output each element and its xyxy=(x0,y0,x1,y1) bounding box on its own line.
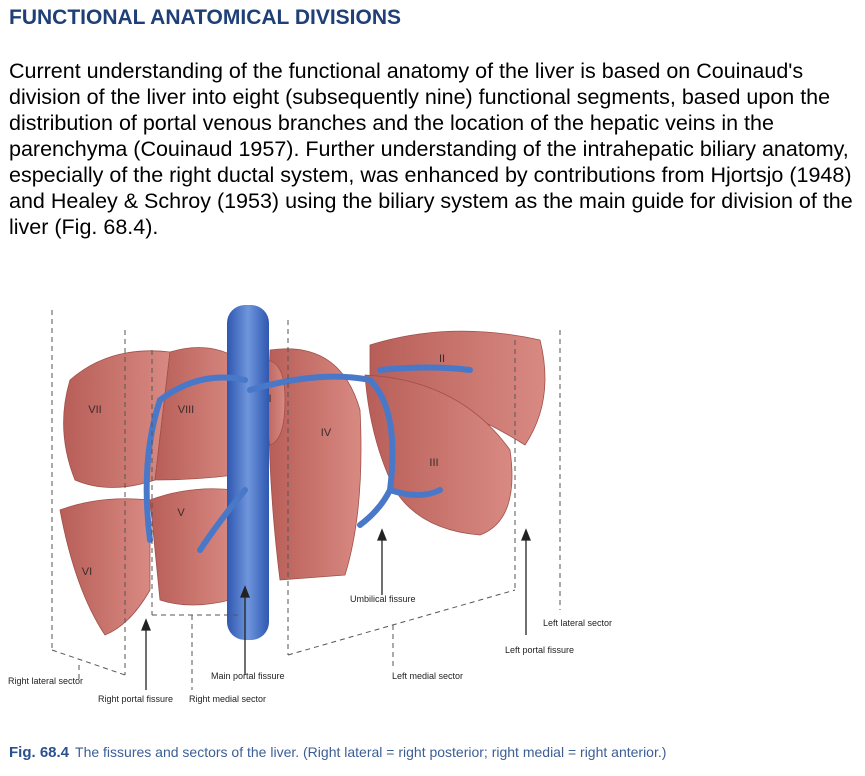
liver-segments-figure xyxy=(0,290,865,720)
segment-label-ii: II xyxy=(438,353,446,365)
segment-label-i: I xyxy=(268,393,272,405)
label-umbilical-fissure: Umbilical fissure xyxy=(350,594,416,604)
label-right-portal-fissure: Right portal fissure xyxy=(98,694,174,704)
figure-caption xyxy=(9,744,666,761)
label-right-medial-sector: Right medial sector xyxy=(189,694,267,704)
page-heading: FUNCTIONAL ANATOMICAL DIVISIONS xyxy=(9,6,402,29)
figure-number: Fig. 68.4 xyxy=(9,744,70,761)
label-main-portal-fissure: Main portal fissure xyxy=(211,671,285,681)
label-right-lateral-sector: Right lateral sector xyxy=(8,676,84,686)
segment-label-viii: VIII xyxy=(177,404,195,416)
segment-label-vii: VII xyxy=(88,404,102,416)
segment-label-v: V xyxy=(177,507,185,519)
label-left-portal-fissure: Left portal fissure xyxy=(505,645,575,655)
label-left-lateral-sector: Left lateral sector xyxy=(543,618,613,628)
vena-cava xyxy=(227,305,272,640)
segment-label-vi: VI xyxy=(81,566,93,578)
caption-text: The fissures and sectors of the liver. (Right lateral = right posterior; right medial = right anterior.) xyxy=(75,744,667,760)
segment-label-iv: IV xyxy=(320,427,332,439)
segment-v-shape xyxy=(150,489,235,605)
segment-label-iii: III xyxy=(429,457,439,469)
segment-vi-shape xyxy=(60,499,150,635)
label-left-medial-sector: Left medial sector xyxy=(392,671,464,681)
body-paragraph: Current understanding of the functional anatomy of the liver is based on Couinaud's division of the liver into eight (subsequently nine) functional segments, based upon the distribution of portal venous branches and the location of the hepatic veins in the parenchyma (Couinaud 1957). Further understanding of the intrahepatic biliary anatomy, especially of the right ductal system, was enhanced by contributions from Hjortsjo (1948) and Healey & Schroy (1953) using the biliary system as the main guide for division of the liver (Fig. 68.4). xyxy=(9,59,853,239)
